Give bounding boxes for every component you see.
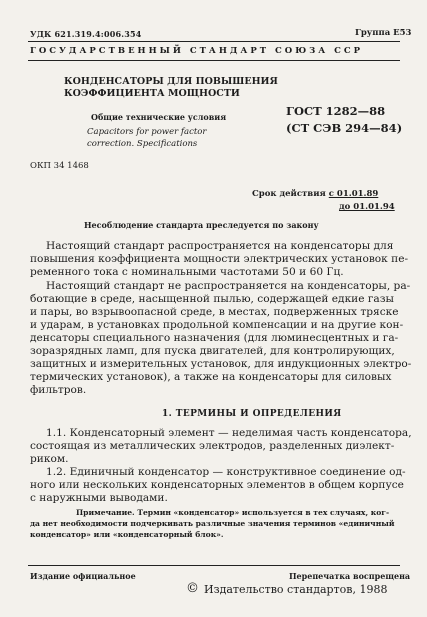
official-edition-label: Издание официальное (30, 571, 136, 581)
note-line: Примечание. Термин «конденсатор» используется в тех случаях, ког- (76, 508, 390, 517)
paragraph-2-line: ботающие в среде, насыщенной пылью, содержащей едкие газы (30, 293, 394, 305)
header-rule-bottom (28, 60, 400, 61)
paragraph-2-line: защитных и измерительных установок, для индукционных электро- (30, 358, 412, 370)
title-line-1: КОНДЕНСАТОРЫ ДЛЯ ПОВЫШЕНИЯ (64, 76, 278, 87)
paragraph-4-line: ного или нескольких конденсаторных элементов в общем корпусе (30, 479, 404, 491)
paragraph-2-line: и пары, во взрывоопасной среде, в местах, подверженных тряске (30, 306, 399, 318)
title-line-2: КОЭФФИЦИЕНТА МОЩНОСТИ (64, 88, 240, 99)
reprint-prohibited-label: Перепечатка воспрещена (289, 571, 411, 581)
validity-label: Срок действия (252, 189, 326, 199)
paragraph-2-line: денсаторы специального назначения (для люминесцентных и га- (30, 332, 399, 344)
paragraph-2-line: фильтров. (30, 384, 87, 396)
english-title-line-2: correction. Specifications (87, 139, 198, 149)
copyright-icon: © (186, 581, 199, 596)
group-code: Группа Е53 (355, 28, 412, 38)
footer-rule (28, 565, 400, 566)
english-title-line-1: Capacitors for power factor (87, 127, 207, 137)
paragraph-4-line: 1.2. Единичный конденсатор — конструктивное соединение од- (46, 466, 406, 478)
paragraph-1-line: ременного тока с номинальными частотами 50 и 60 Гц. (30, 266, 344, 278)
gost-number: ГОСТ 1282—88 (286, 104, 386, 118)
st-sev-number: (СТ СЭВ 294—84) (286, 121, 403, 135)
paragraph-1-line: Настоящий стандарт распространяется на конденсаторы для (46, 240, 394, 252)
legal-notice: Несоблюдение стандарта преследуется по закону (84, 220, 319, 230)
udk-code: УДК 621.319.4:006.354 (30, 29, 142, 39)
paragraph-2-line: термических установок), а также на конденсаторы для силовых (30, 371, 392, 383)
note-line: да нет необходимости подчеркивать различные значения терминов «единичный (30, 519, 395, 528)
okp-code: ОКП 34 1468 (30, 161, 89, 171)
paragraph-2-line: и ударам, в установках продольной компенсации и на другие кон- (30, 319, 404, 331)
header-rule-top (28, 41, 400, 42)
standard-heading: ГОСУДАРСТВЕННЫЙ СТАНДАРТ СОЮЗА ССР (30, 46, 364, 56)
paragraph-3-line: риком. (30, 453, 69, 465)
paragraph-4-line: с наружными выводами. (30, 492, 168, 504)
paragraph-3-line: состоящая из металлических электродов, разделенных диэлект- (30, 440, 395, 452)
section-title: 1. ТЕРМИНЫ И ОПРЕДЕЛЕНИЯ (162, 409, 342, 419)
validity-from (252, 189, 378, 199)
copyright-text: Издательство стандартов, 1988 (204, 583, 388, 596)
paragraph-2-line: Настоящий стандарт не распространяется на конденсаторы, ра- (46, 280, 411, 292)
validity-from-date: с 01.01.89 (328, 189, 379, 199)
validity-to-date: до 01.01.94 (339, 202, 395, 212)
paragraph-3-line: 1.1. Конденсаторный элемент — неделимая часть конденсатора, (46, 427, 412, 439)
paragraph-2-line: зоразрядных ламп, для пуска двигателей, для контролирующих, (30, 345, 395, 357)
paragraph-1-line: повышения коэффициента мощности электрических установок пе- (30, 253, 409, 265)
subtitle-russian: Общие технические условия (91, 112, 227, 122)
note-line: конденсатор» или «конденсаторный блок». (30, 530, 224, 539)
